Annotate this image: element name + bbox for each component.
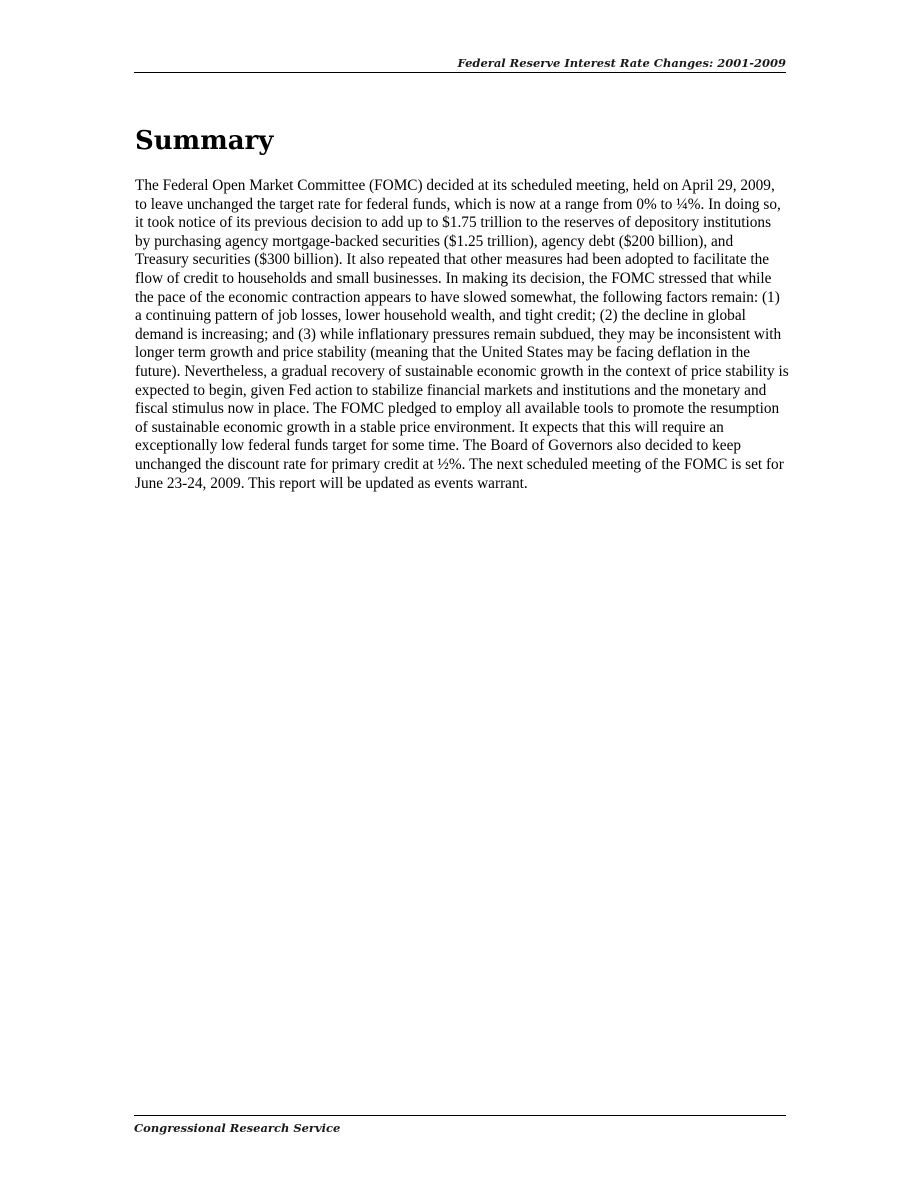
- page-title: Summary: [135, 126, 274, 156]
- footer-publisher: Congressional Research Service: [134, 1121, 341, 1135]
- summary-paragraph: The Federal Open Market Committee (FOMC) decided at its scheduled meeting, held on April 29, 2009, to leave unchanged the target rate for federal funds, which is now at a range from 0% to ¼%. In doing so, it took notice of its previous decision to add up to $1.75 trillion to the reserves of depository institutions by purchasing agency mortgage-backed securities ($1.25 trillion), agency debt ($200 billion), and Treasury securities ($300 billion). It also repeated that other measures had been adopted to facilitate the flow of credit to households and small businesses. In making its decision, the FOMC stressed that while the pace of the economic contraction appears to have slowed somewhat, the following factors remain: (1) a continuing pattern of job losses, lower household wealth, and tight credit; (2) the decline in global demand is increasing; and (3) while inflationary pressures remain subdued, they may be inconsistent with longer term growth and price stability (meaning that the United States may be facing deflation in the future). Nevertheless, a gradual recovery of sustainable economic growth in the context of price stability is expected to begin, given Fed action to stabilize financial markets and institutions and the monetary and fiscal stimulus now in place. The FOMC pledged to employ all available tools to promote the resumption of sustainable economic growth in a stable price environment. It expects that this will require an exceptionally low federal funds target for some time. The Board of Governors also decided to keep unchanged the discount rate for primary credit at ½%. The next scheduled meeting of the FOMC is set for June 23-24, 2009. This report will be updated as events warrant.: [135, 177, 789, 492]
- running-header: [134, 56, 786, 73]
- running-header-title: Federal Reserve Interest Rate Changes: 2001-2009: [457, 56, 786, 70]
- running-footer: [134, 1115, 786, 1135]
